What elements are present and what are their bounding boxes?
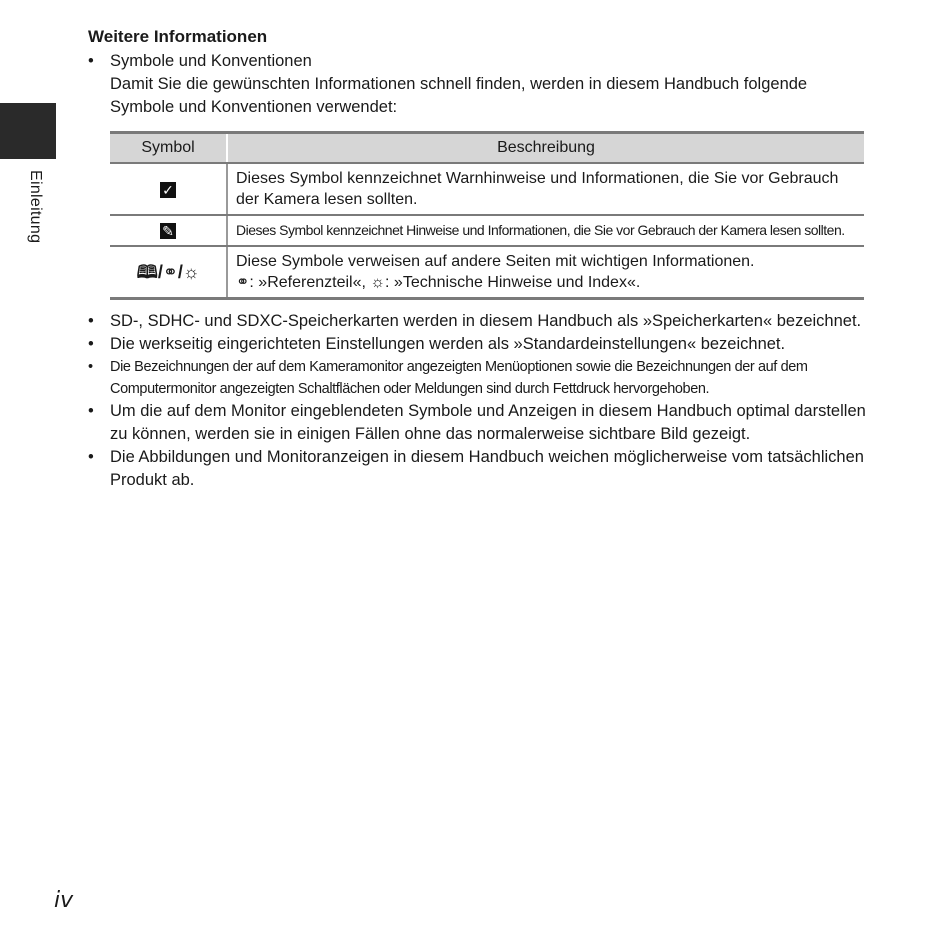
table-row: [110, 246, 864, 299]
reference-text: : »Referenzteil«,: [249, 274, 371, 291]
header-description: Beschreibung: [227, 133, 864, 164]
intro-bullet: [88, 50, 868, 119]
description-cell: Dieses Symbol kennzeichnet Hinweise und Informationen, die Sie vor Gebrauch der Kamera lesen sollten.: [227, 215, 864, 246]
book-binoculars-tip-icons: 🕮/⚭/☼: [136, 261, 200, 282]
intro-text: Damit Sie die gewünschten Informationen schnell finden, werden in diesem Handbuch folgende Symbole und Konventionen verwendet:: [110, 75, 808, 116]
tip-icon: ☼: [370, 274, 386, 291]
chapter-tab-marker: [0, 103, 56, 159]
description-cell: [227, 246, 864, 299]
conventions-table: [110, 131, 864, 300]
list-item: • Die werkseitig eingerichteten Einstellungen werden als »Standardeinstellungen« bezeichnet.: [88, 333, 868, 356]
table-row: [110, 215, 864, 246]
symbol-cell: [110, 215, 227, 246]
list-item: • SD-, SDHC- und SDXC-Speicherkarten werden in diesem Handbuch als »Speicherkarten« bezeichnet.: [88, 310, 868, 333]
section-title: Weitere Informationen: [88, 27, 268, 46]
page-content: [88, 26, 868, 492]
reference-line: [236, 272, 856, 293]
page-number: iv: [54, 888, 74, 913]
table-header-row: [110, 133, 864, 164]
intro-heading: • Symbole und Konventionen: [110, 52, 312, 70]
binoculars-icon: ⚭: [236, 274, 250, 291]
description-line: Diese Symbole verweisen auf andere Seiten mit wichtigen Informationen.: [236, 253, 755, 270]
list-item: • Um die auf dem Monitor eingeblendeten Symbole und Anzeigen in diesem Handbuch optimal darstellen zu können, werden sie in einigen Fällen ohne das normalerweise sichtbare Bild gezeigt.: [88, 400, 868, 446]
chapter-tab-label: Einleitung: [27, 170, 44, 244]
list-item: • Die Abbildungen und Monitoranzeigen in diesem Handbuch weichen möglicherweise vom tatsächlichen Produkt ab.: [88, 446, 868, 492]
symbol-cell: [110, 246, 227, 299]
pencil-box-icon: ✎: [160, 223, 176, 239]
table-row: [110, 163, 864, 215]
header-symbol: Symbol: [110, 133, 227, 164]
list-item: • Die Bezeichnungen der auf dem Kameramonitor angezeigten Menüoptionen sowie die Bezeichnungen der auf dem Computermonitor angezeigten Schaltflächen oder Meldungen sind durch Fettdruck hervorgehoben.: [88, 356, 868, 400]
reference-text: : »Technische Hinweise und Index«.: [385, 274, 641, 291]
description-cell: Dieses Symbol kennzeichnet Warnhinweise und Informationen, die Sie vor Gebrauch der Kamera lesen sollten.: [227, 163, 864, 215]
symbol-cell: [110, 163, 227, 215]
check-box-icon: ✓: [160, 182, 176, 198]
